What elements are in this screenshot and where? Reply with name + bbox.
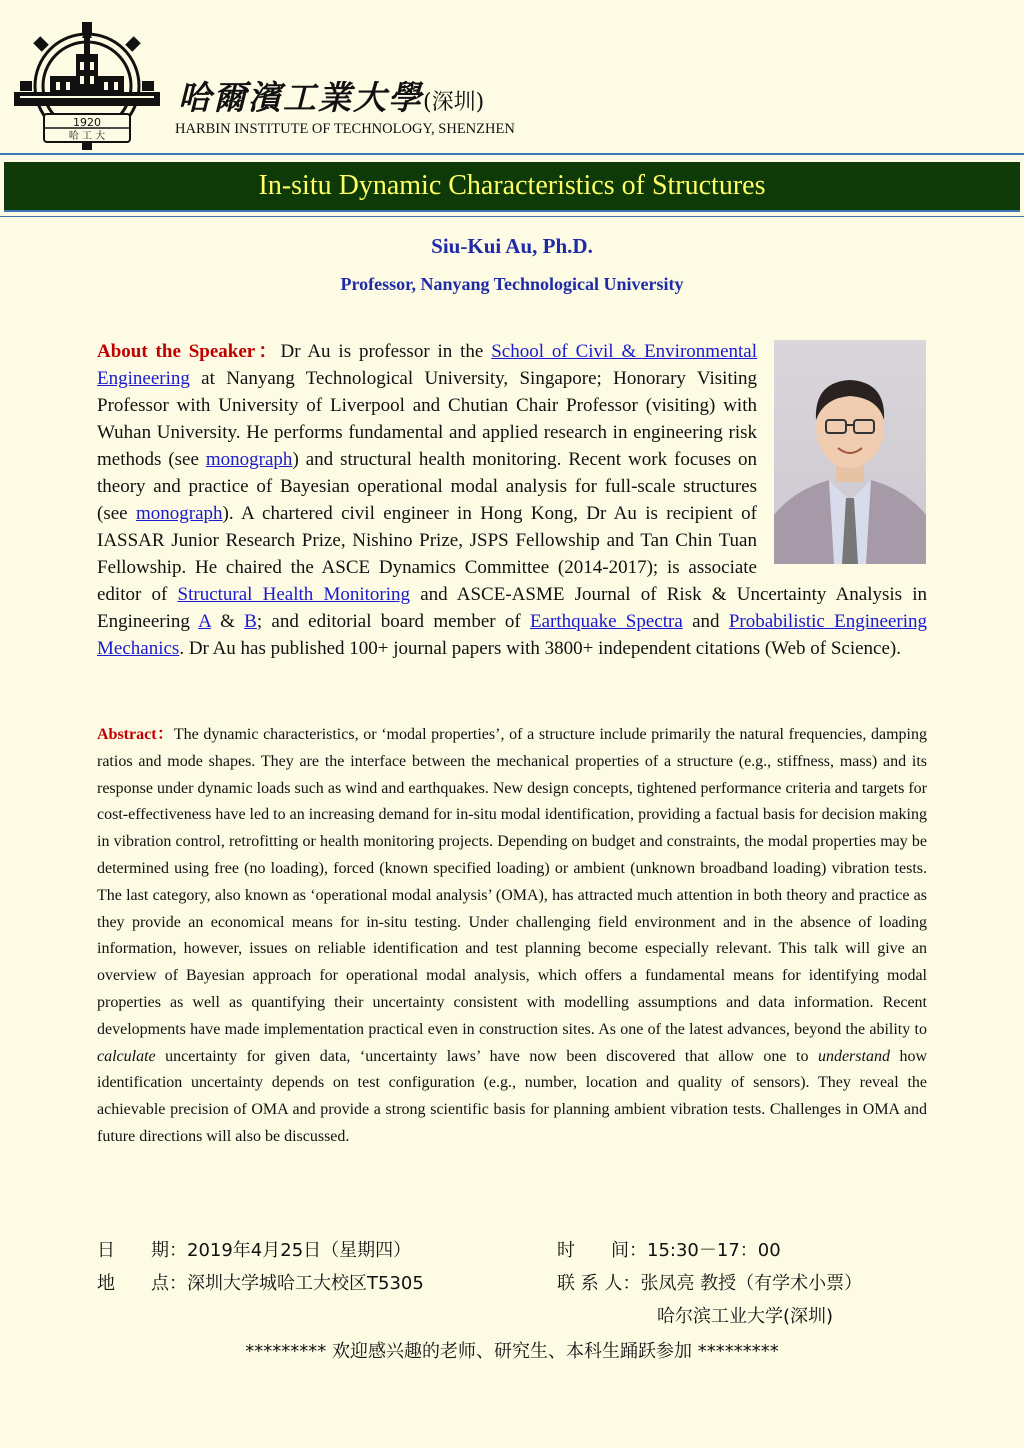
abstract-emphasis: calculate — [97, 1047, 156, 1065]
abstract-label: Abstract： — [97, 726, 174, 743]
journal-b-link[interactable]: B — [244, 611, 257, 632]
about-text: Dr Au is professor in the — [280, 341, 492, 362]
about-text: and — [682, 611, 729, 632]
place-row — [97, 1269, 424, 1295]
divider — [0, 153, 1024, 155]
pem-link[interactable]: Probabilistic Engineering Mechanics — [97, 611, 928, 659]
shm-journal-link[interactable]: Structural Health Monitoring — [177, 584, 411, 605]
about-text: & — [210, 611, 245, 632]
place-value: 深圳大学城哈工大校区T5305 — [187, 1273, 424, 1294]
logo-year: 1920 — [73, 116, 101, 129]
abstract-text: The dynamic characteristics, or ‘modal properties’, of a structure include primarily the natural frequencies, damping ratios and mode shapes. They are the interface between the mechanical properties of a structure (e.g., stiffness, mass) and its response under dynamic loads such as wind and earthquakes. New design concepts, tightened performance criteria and targets for cost-effectiveness have led to an increasing demand for in-situ modal identification, providing a factual basis for decision making in vibration control, retrofitting or health monitoring projects. Depending on budget and constraints, the modal properties may be determined using free (no loading), forced (known specified loading) or ambient (unknown broadband loading) vibration tests. The last category, also known as ‘operational modal analysis’ (OMA), has attracted much attention in both theory and practice as they provide an economical means for in-situ testing. Under challenging field environment and in the absence of loading information, however, issues on reliable identification and test planning become especially relevant. This talk will give an overview of Bayesian approach for operational modal analysis, which offers a fundamental means for identifying modal properties as well as quantifying their uncertainty consistent with modelling assumptions and data information. Recent developments have made implementation practical even in construction sites. As one of the latest advances, beyond the ability to — [97, 726, 927, 1038]
title-banner — [4, 162, 1020, 212]
about-speaker — [97, 338, 927, 662]
school-link[interactable]: School of Civil & Environmental Engineering — [97, 341, 757, 389]
campus-city: (深圳) — [423, 90, 485, 115]
about-text: and ASCE-ASME Journal of Risk & Uncertainty Analysis in Engineering — [97, 584, 927, 632]
header — [0, 0, 1024, 150]
about-text: . Dr Au has published 100+ journal papers with 3800+ independent citations (Web of Science). — [179, 638, 901, 659]
university-logo — [14, 18, 160, 158]
lecture-title: In-situ Dynamic Characteristics of Structures — [258, 170, 766, 201]
university-english-name: HARBIN INSTITUTE OF TECHNOLOGY, SHENZHEN — [175, 121, 515, 137]
abstract — [97, 722, 927, 1151]
university-chinese-name: 哈爾濱工業大學(深圳) — [178, 78, 485, 117]
contact-label: 联 系 人： — [557, 1273, 641, 1294]
about-text: ; and editorial board member of — [256, 611, 530, 632]
abstract-text: uncertainty for given data, ‘uncertainty laws’ have now been discovered that allow one to — [155, 1047, 818, 1065]
journal-a-link[interactable]: A — [198, 611, 211, 632]
earthquake-spectra-link[interactable]: Earthquake Spectra — [530, 611, 683, 632]
abstract-emphasis: understand — [817, 1047, 890, 1065]
divider — [0, 216, 1024, 217]
monograph-link-1[interactable]: monograph — [205, 449, 293, 470]
invitation-footer: ********* 欢迎感兴趣的老师、研究生、本科生踊跃参加 ********* — [245, 1341, 779, 1362]
contact-row — [557, 1269, 862, 1295]
speaker-name: Siu-Kui Au, Ph.D. — [431, 234, 593, 258]
time-row — [557, 1236, 781, 1262]
about-text: at Nanyang Technological University, Singapore; Honorary Visiting Professor with University of Liverpool and Chutian Chair Professor (visiting) with Wuhan University. He performs fundamental and applied research in engineering risk methods (see — [97, 368, 757, 470]
date-value: 2019年4月25日（星期四） — [187, 1240, 412, 1261]
time-value: 15:30－17：00 — [647, 1240, 781, 1261]
about-text: ) and structural health monitoring. Recent work focuses on theory and practice of Bayesian operational modal analysis for full-scale structures (see — [97, 449, 757, 524]
about-label: About the Speaker： — [97, 341, 281, 362]
photo-spacer — [757, 338, 927, 568]
contact-organization: 哈尔滨工业大学(深圳) — [657, 1306, 834, 1327]
time-label: 时 间： — [557, 1240, 647, 1261]
monograph-link-2[interactable]: monograph — [135, 503, 223, 524]
abstract-text: how identification uncertainty depends on test configuration (e.g., number, location and quality of sensors). They reveal the achievable precision of OMA and provide a strong scientific basis for planning ambient vibration tests. Challenges in OMA and future directions will also be discussed. — [97, 1047, 927, 1145]
about-text: ). A chartered civil engineer in Hong Kong, Dr Au is recipient of IASSAR Junior Research Prize, Nishino Prize, JSPS Fellowship and Tan Chin Tuan Fellowship. He chaired the ASCE Dynamics Committee (2014-2017); is associate editor of — [97, 503, 757, 605]
place-label: 地 点： — [97, 1273, 187, 1294]
speaker-position: Professor, Nanyang Technological University — [340, 274, 684, 294]
logo-text: 哈 工 大 — [68, 131, 106, 142]
date-label: 日 期： — [97, 1240, 187, 1261]
contact-value: 张凤亮 教授（有学术小票） — [640, 1273, 863, 1294]
date-row — [97, 1236, 411, 1262]
